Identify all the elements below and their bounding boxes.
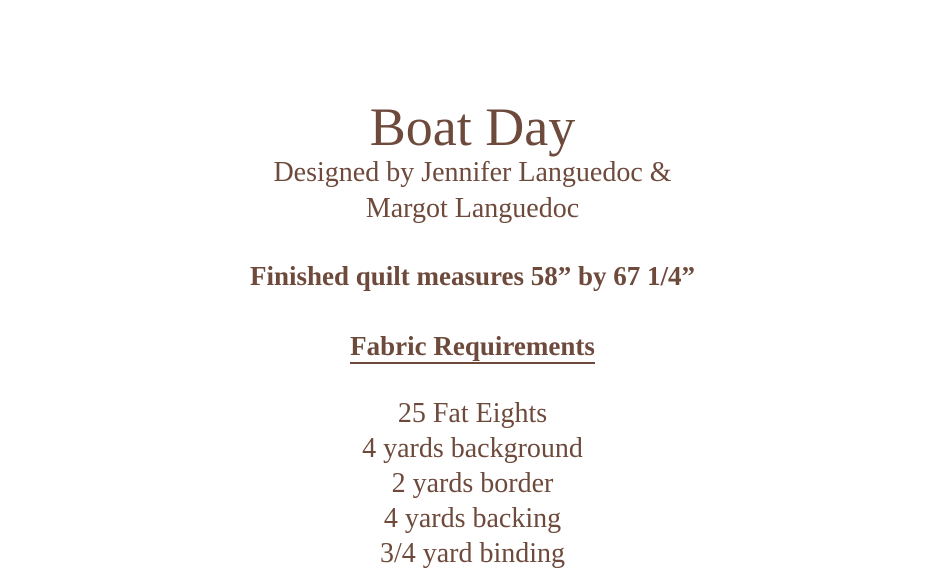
list-item: 4 yards background xyxy=(362,433,583,464)
list-item: 4 yards backing xyxy=(383,503,562,534)
designer-line-1: Designed by Jennifer Languedoc & xyxy=(273,157,672,188)
designer-line-2: Margot Languedoc xyxy=(365,193,580,224)
fabric-requirements-list xyxy=(0,396,945,571)
fabric-requirements-heading-text: Fabric Requirements xyxy=(350,331,595,364)
finished-size: Finished quilt measures 58” by 67 1/4” xyxy=(249,261,696,291)
page-title: Boat Day xyxy=(369,97,576,157)
list-item: 25 Fat Eights xyxy=(397,398,548,429)
list-item: 2 yards border xyxy=(391,468,554,499)
designer-credit xyxy=(0,155,945,227)
list-item: 3/4 yard binding xyxy=(379,538,566,569)
fabric-requirements-heading xyxy=(0,328,945,364)
